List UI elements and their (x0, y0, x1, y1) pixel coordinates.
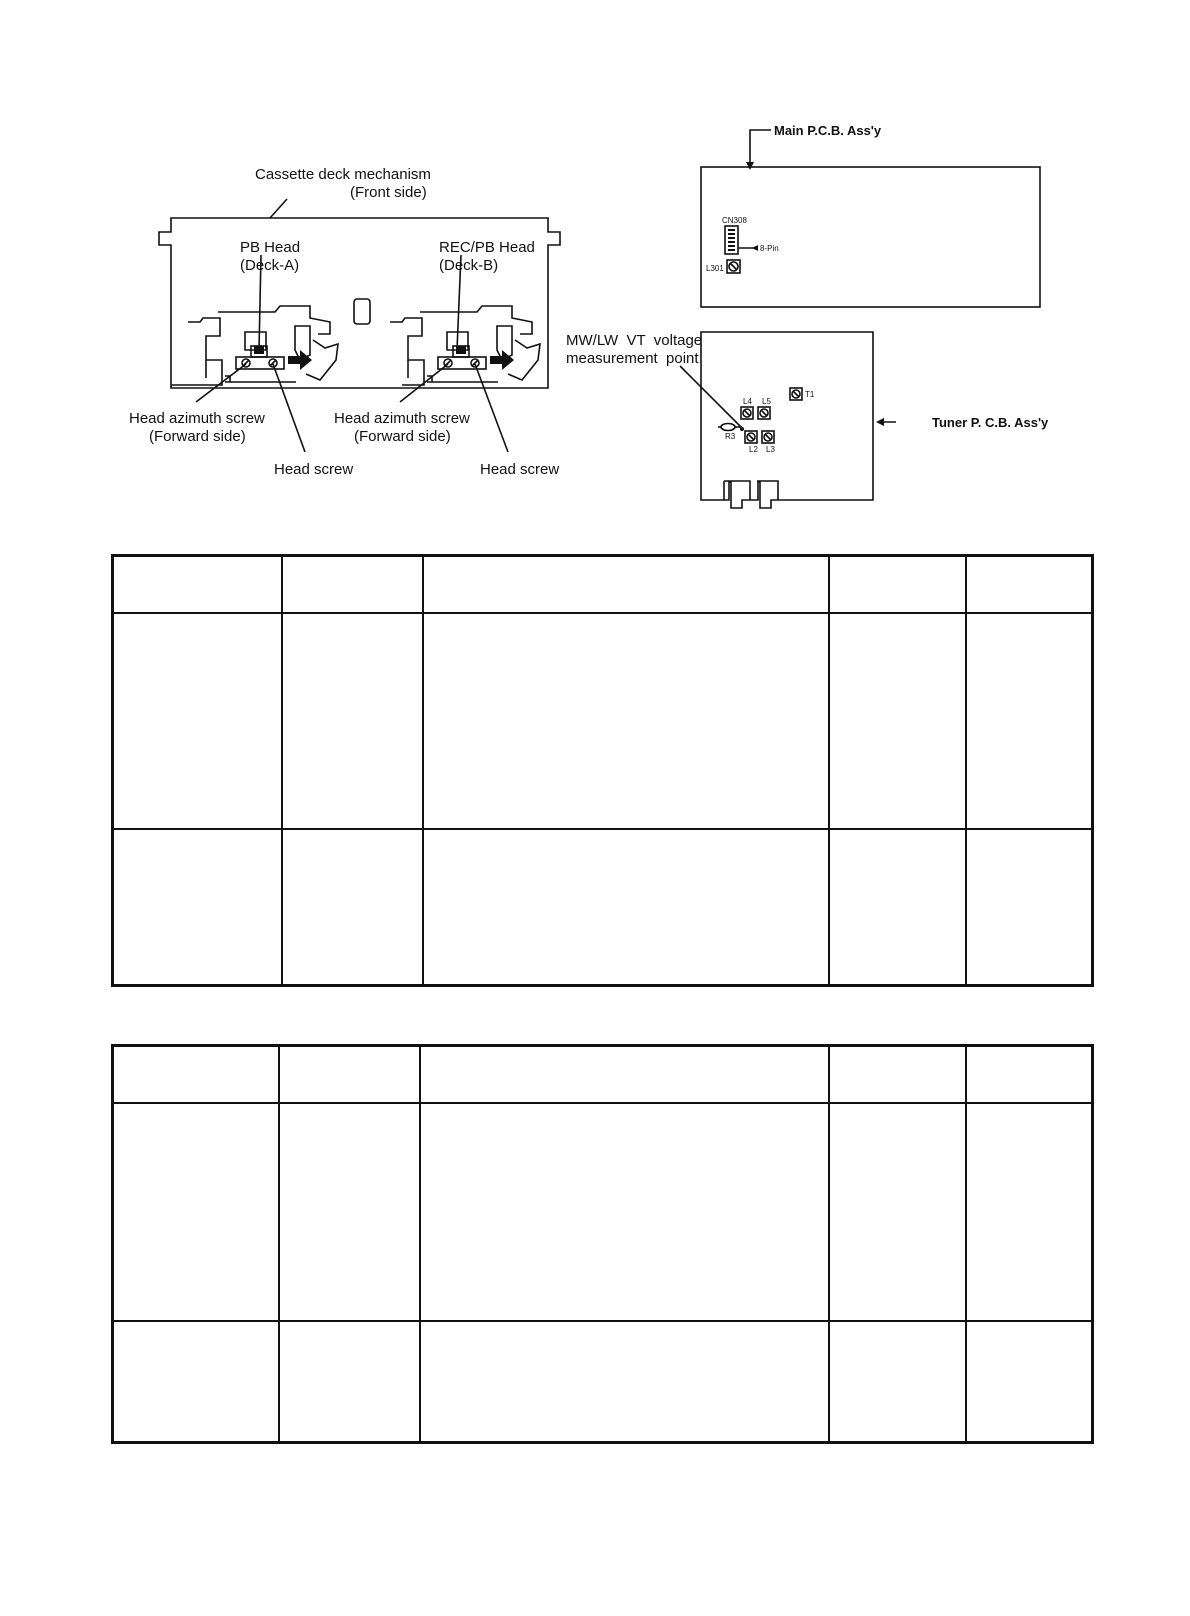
table-cell (113, 1321, 279, 1443)
table-cell (279, 1103, 420, 1321)
table-cell (113, 613, 282, 830)
cn308-label: CN308 (722, 216, 747, 225)
azimuth-b-side: (Forward side) (354, 428, 451, 445)
table-cell (966, 613, 1092, 830)
table-row (113, 1321, 1093, 1443)
table-cell (113, 556, 282, 613)
table-cell (829, 1046, 966, 1103)
head-b-deck: (Deck-B) (439, 257, 499, 274)
r3-label: R3 (725, 432, 736, 441)
pin-label: 8-Pin (760, 244, 779, 253)
head-a-deck: (Deck-A) (240, 257, 300, 274)
vt-label-line1: MW/LW VT voltage (566, 332, 703, 349)
main-pcb-board (701, 167, 1040, 307)
table-cell (829, 613, 966, 830)
deck-b-screws (444, 359, 479, 367)
table-cell (279, 1046, 420, 1103)
deck-a-mechanism (171, 255, 338, 385)
table-cell (423, 613, 829, 830)
pb-head-a (254, 346, 264, 354)
table-cell (113, 829, 282, 985)
table-header-row (113, 1046, 1093, 1103)
tuner-pcb-pointer (876, 418, 884, 426)
screw-a-label: Head screw (274, 461, 354, 478)
table-cell (113, 1046, 279, 1103)
table-cell (423, 829, 829, 985)
main-pcb-pointer (746, 162, 754, 170)
rec-pb-head-b (456, 346, 466, 354)
table-cell (282, 829, 423, 985)
deck-title: Cassette deck mechanism (255, 166, 431, 183)
azimuth-a-side: (Forward side) (149, 428, 246, 445)
table-cell (829, 829, 966, 985)
deck-a-screws (242, 359, 277, 367)
deck-b-mechanism (390, 255, 540, 385)
l5-label: L5 (762, 397, 771, 406)
l2-label: L2 (749, 445, 758, 454)
deck-b-direction-arrow (490, 350, 514, 370)
table-cell (829, 1321, 966, 1443)
table-cell (966, 556, 1092, 613)
l3-label: L3 (766, 445, 775, 454)
table-cell (279, 1321, 420, 1443)
screw-b-label: Head screw (480, 461, 560, 478)
table-row (113, 613, 1093, 830)
l4-label: L4 (743, 397, 752, 406)
tuner-pcb-label: Tuner P. C.B. Ass'y (932, 415, 1049, 430)
adjustment-table-2 (111, 1044, 1094, 1444)
deck-subtitle: (Front side) (350, 184, 427, 201)
head-b-label: REC/PB Head (439, 239, 535, 256)
azimuth-a-label: Head azimuth screw (129, 410, 265, 427)
table-cell (966, 1321, 1092, 1443)
head-a-label: PB Head (240, 239, 301, 256)
table-row (113, 829, 1093, 985)
table-cell (829, 1103, 966, 1321)
cn308-pins (728, 229, 735, 251)
table-cell (829, 556, 966, 613)
table-cell (966, 1103, 1092, 1321)
t1-label: T1 (805, 390, 815, 399)
table-cell (966, 829, 1092, 985)
table-cell (420, 1103, 829, 1321)
table-cell (282, 556, 423, 613)
table-cell (423, 556, 829, 613)
deck-center-slot (354, 299, 370, 324)
deck-a-direction-arrow (288, 350, 312, 370)
table-cell (113, 1103, 279, 1321)
table-cell (420, 1321, 829, 1443)
azimuth-b-label: Head azimuth screw (334, 410, 470, 427)
pin-pointer (752, 245, 758, 251)
table-cell (420, 1046, 829, 1103)
l301-label: L301 (706, 264, 724, 273)
table-cell (282, 613, 423, 830)
r3-resistor (721, 424, 735, 431)
main-pcb-label: Main P.C.B. Ass'y (774, 123, 882, 138)
table-cell (966, 1046, 1092, 1103)
table-row (113, 1103, 1093, 1321)
vt-label-line2: measurement point (566, 350, 699, 367)
table-header-row (113, 556, 1093, 613)
adjustment-table-1 (111, 554, 1094, 987)
